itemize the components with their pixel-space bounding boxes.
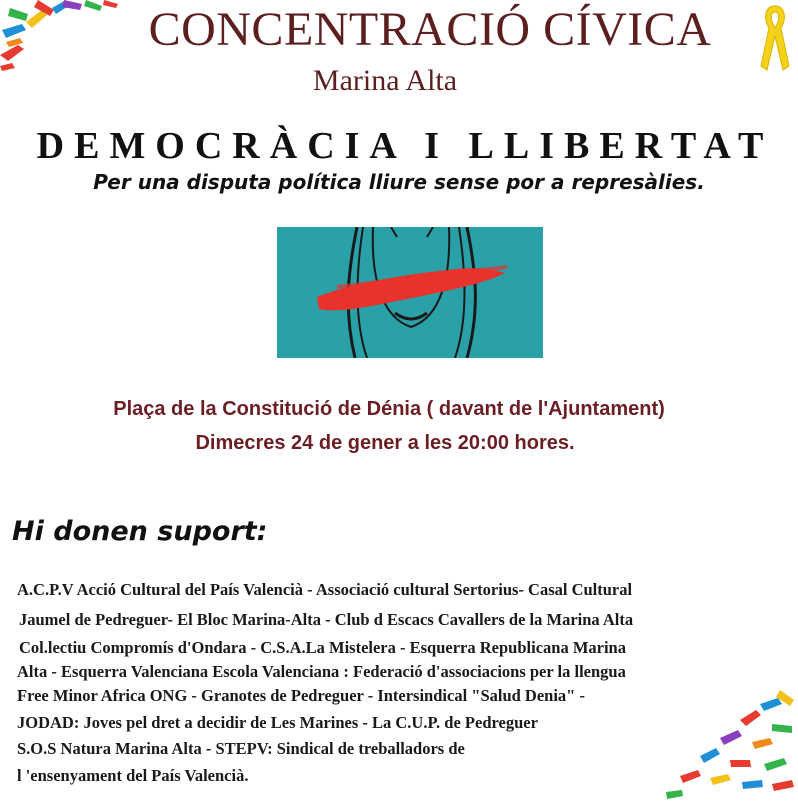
support-line: JODAD: Joves pel dret a decidir de Les Marines - La C.U.P. de Pedreguer <box>17 713 538 732</box>
page-title: CONCENTRACIÓ CÍVICA <box>148 3 712 56</box>
support-line: Free Minor Africa ONG - Granotes de Pedreguer - Intersindical "Salud Denia" - <box>17 686 585 705</box>
event-place: Plaça de la Constitució de Dénia ( davant de l'Ajuntament) <box>113 398 665 420</box>
support-line: S.O.S Natura Marina Alta - STEPV: Sindical de treballadors de <box>17 739 465 758</box>
page-subtitle: Marina Alta <box>312 64 458 97</box>
support-line: l 'ensenyament del País Valencià. <box>17 766 249 785</box>
poster-illustration <box>277 227 543 358</box>
support-title: Hi donen suport: <box>12 516 268 547</box>
tagline: Per una disputa política lliure sense por a represàlies. <box>93 170 705 194</box>
support-line: Col.lectiu Compromís d'Ondara - C.S.A.La Mistelera - Esquerra Republicana Marina <box>19 638 626 657</box>
event-date: Dimecres 24 de gener a les 20:00 hores. <box>195 432 575 454</box>
support-line: Alta - Esquerra Valenciana Escola Valenciana : Federació d'associacions per la llengua <box>17 662 626 681</box>
headline: DEMOCRÀCIA I LLIBERTAT <box>36 125 774 167</box>
support-line: A.C.P.V Acció Cultural del País Valencià - Associació cultural Sertorius- Casal Cultural <box>17 580 633 599</box>
support-line: Jaumel de Pedreguer- El Bloc Marina-Alta - Club d Escacs Cavallers de la Marina Alta <box>19 610 634 629</box>
hands-decoration-bottom-right <box>660 680 798 805</box>
